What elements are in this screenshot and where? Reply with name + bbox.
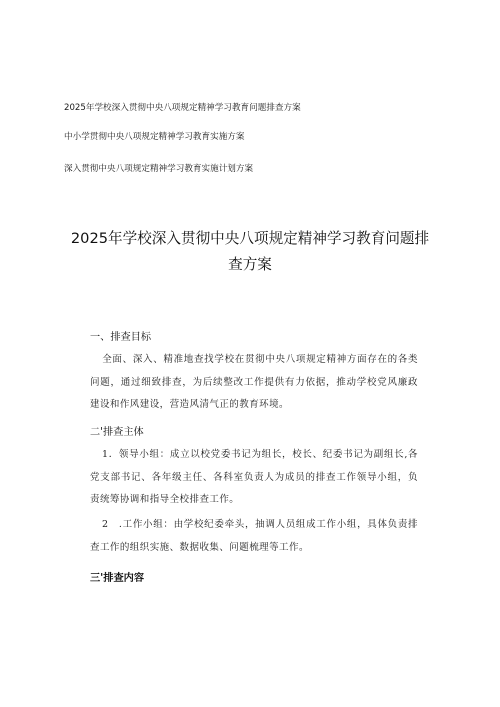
- document-title-line-2: 查方案: [228, 256, 272, 273]
- toc-item-2: 中小学贯彻中央八项规定精神学习教育实施方案: [64, 132, 245, 142]
- paragraph-working-group-text: 2 .工作小组：由学校纪委牵头，抽调人员组成工作小组，具体负责排查工作的组织实施、数据收集、问题梳理等工作。: [90, 519, 418, 553]
- paragraph-leadership-group-text: 1．领导小组：成立以校党委书记为组长，校长、纪委书记为副组长,各党支部书记、各年级主任、各科室负责人为成员的排查工作领导小组，负责统筹协调和指导全校排查工作。: [90, 449, 418, 506]
- section-heading-subjects: 二'排查主体: [90, 427, 144, 438]
- toc-item-3: 深入贯彻中央八项规定精神学习教育实施计划方案: [64, 164, 254, 174]
- document-title-line-1: 2025年学校深入贯彻中央八项规定精神学习教育问题排: [70, 230, 430, 247]
- document-title: [60, 226, 440, 278]
- paragraph-leadership-group: [90, 444, 418, 512]
- paragraph-goals-text: 全面、深入、精准地查找学校在贯彻中央八项规定精神方面存在的各类问题，通过细致排查，为后续整改工作提供有力依据，推动学校党风廉政建设和作风建设，营造风清气正的教育环境。: [90, 354, 418, 411]
- paragraph-goals: [90, 349, 418, 417]
- section-heading-goals: 一、排查目标: [90, 332, 152, 343]
- section-heading-contents: 三'排查内容: [90, 573, 145, 584]
- paragraph-working-group: [90, 514, 418, 559]
- toc-item-1: 2025年学校深入贯彻中央八项规定精神学习教育问题排查方案: [64, 103, 301, 113]
